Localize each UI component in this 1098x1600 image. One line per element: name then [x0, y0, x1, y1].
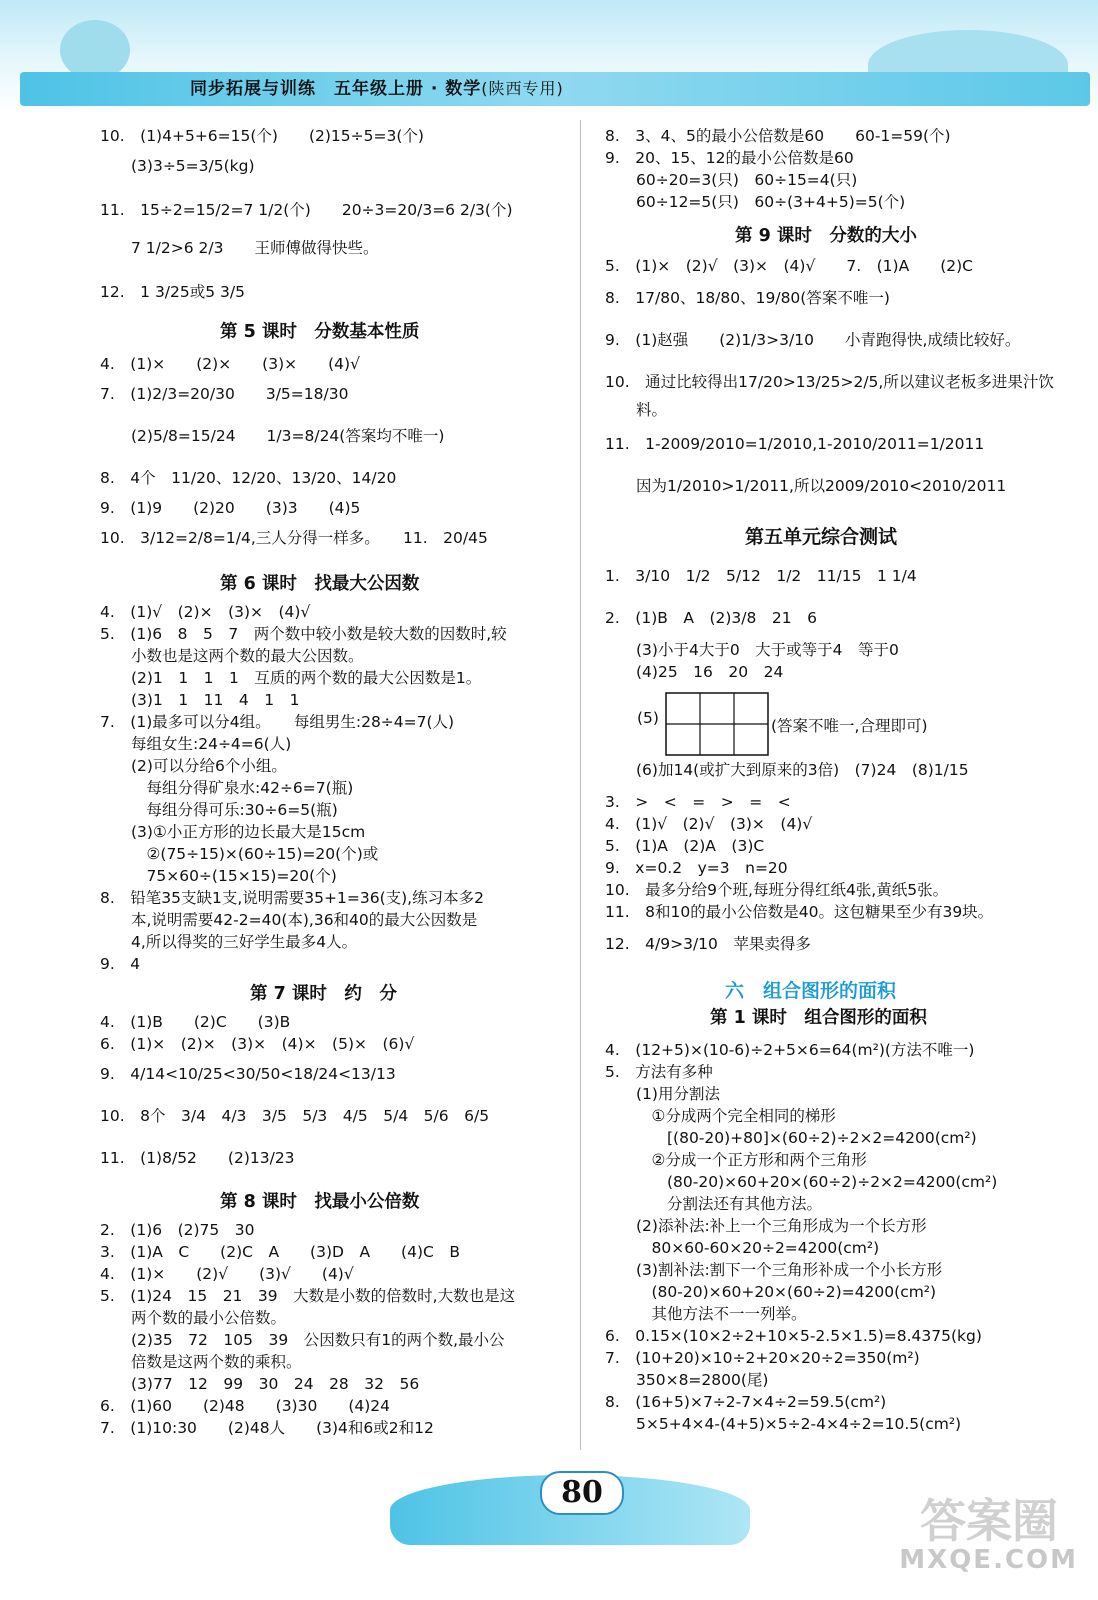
answer-line: 12. 1 3/25或5 3/5 [100, 283, 245, 301]
answer-line: (4)25 16 20 24 [605, 663, 784, 681]
watermark-logo: 答案圈 [920, 1494, 1058, 1548]
answer-line: 其他方法不一一列举。 [605, 1305, 807, 1323]
answer-line: (3)小于4大于0 大于或等于4 等于0 [605, 641, 899, 659]
answer-line: 9. x=0.2 y=3 n=20 [605, 859, 788, 877]
answer-line: (3)①小正方形的边长最大是15cm [100, 823, 366, 841]
answer-line: 7. (1)10:30 (2)48人 (3)4和6或2和12 [100, 1419, 434, 1437]
answer-line: 10. (1)4+5+6=15(个) (2)15÷5=3(个) [100, 127, 424, 145]
answer-line: 2. (1)6 (2)75 30 [100, 1221, 255, 1239]
page-footer [0, 1445, 1098, 1600]
answer-line: (3)1 1 11 4 1 1 [100, 691, 300, 709]
answer-line: 4. (1)√ (2)√ (3)× (4)√ [605, 815, 813, 833]
answer-line: 7. (1)2/3=20/30 3/5=18/30 [100, 385, 349, 403]
answer-line: 4. (1)× (2)√ (3)√ (4)√ [100, 1265, 354, 1283]
answer-line: 每组女生:24÷4=6(人) [100, 735, 292, 753]
answer-line: 7 1/2>6 2/3 王师傅做得快些。 [100, 239, 379, 257]
answer-line: (3)77 12 99 30 24 28 32 56 [100, 1375, 420, 1393]
answer-line: 60÷20=3(只) 60÷15=4(只) [605, 171, 858, 189]
page-header [0, 0, 1098, 112]
tree-illustration [60, 20, 130, 80]
grid-diagram [665, 692, 769, 756]
answer-line: 8. (16+5)×7÷2-7×4÷2=59.5(cm²) [605, 1393, 887, 1411]
answer-line: 分割法还有其他方法。 [605, 1195, 823, 1213]
answer-line: ②(75÷15)×(60÷15)=20(个)或 [100, 845, 379, 863]
answer-line: 3. > < = > = < [605, 793, 791, 811]
answer-line: 6. (1)× (2)× (3)× (4)× (5)× (6)√ [100, 1035, 415, 1053]
unit-test-title: 第五单元综合测试 [745, 526, 898, 548]
watermark-site: MXQE.COM [899, 1545, 1078, 1575]
answer-line: 料。 [605, 401, 668, 419]
answer-line: (2)可以分给6个小组。 [100, 757, 287, 775]
column-divider [580, 120, 581, 1450]
answer-line: 10. 8个 3/4 4/3 3/5 5/3 4/5 5/4 5/6 6/5 [100, 1107, 490, 1125]
answer-line: 9. (1)赵强 (2)1/3>3/10 小青跑得快,成绩比较好。 [605, 331, 1021, 349]
answer-line: 10. 通过比较得出17/20>13/25>2/5,所以建议老板多进果汁饮 [605, 373, 1054, 391]
answer-line: 5. 方法有多种 [605, 1063, 713, 1081]
answer-line: (80-20)×60+20×(60÷2)=4200(cm²) [605, 1283, 937, 1301]
section-title: 第 7 课时 约 分 [250, 984, 397, 1004]
answer-line: (2)5/8=15/24 1/3=8/24(答案均不唯一) [100, 427, 445, 445]
answer-line: 9. 4 [100, 955, 141, 973]
answer-line: 11. 8和10的最小公倍数是40。这包糖果至少有39块。 [605, 903, 994, 921]
answer-line: 10. 最多分给9个班,每班分得红纸4张,黄纸5张。 [605, 881, 949, 899]
answer-line: 11. 1-2009/2010=1/2010,1-2010/2011=1/2011 [605, 435, 985, 453]
answer-line: 12. 4/9>3/10 苹果卖得多 [605, 935, 811, 953]
answer-line: [(80-20)+80]×(60÷2)÷2×2=4200(cm²) [605, 1129, 977, 1147]
page-number: 80 [540, 1471, 624, 1515]
answer-line: 4. (1)B (2)C (3)B [100, 1013, 291, 1031]
answer-line: 60÷12=5(只) 60÷(3+4+5)=5(个) [605, 193, 906, 211]
answer-line: 9. (1)9 (2)20 (3)3 (4)5 [100, 499, 361, 517]
answer-line: 6. (1)60 (2)48 (3)30 (4)24 [100, 1397, 391, 1415]
answer-line: 4,所以得奖的三好学生最多4人。 [100, 933, 358, 951]
answer-line: 小数也是这两个数的最大公因数。 [100, 647, 364, 665]
answer-line: 本,说明需要42-2=40(本),36和40的最大公因数是 [100, 911, 478, 929]
answer-line: 7. (1)最多可以分4组。 每组男生:28÷4=7(人) [100, 713, 455, 731]
answer-line: ②分成一个正方形和两个三角形 [605, 1151, 867, 1169]
answer-line: 75×60÷(15×15)=20(个) [100, 867, 337, 885]
answer-line: 每组分得可乐:30÷6=5(瓶) [100, 801, 338, 819]
unit-title: 六 组合图形的面积 [725, 980, 897, 1002]
answer-line: (3)3÷5=3/5(kg) [100, 157, 255, 175]
answer-line: 8. 铅笔35支缺1支,说明需要35+1=36(支),练习本多2 [100, 889, 484, 907]
answer-line: 每组分得矿泉水:42÷6=7(瓶) [100, 779, 354, 797]
answer-line: 80×60-60×20÷2=4200(cm²) [605, 1239, 880, 1257]
answer-line: 4. (12+5)×(10-6)÷2+5×6=64(m²)(方法不唯一) [605, 1041, 975, 1059]
answer-line: 11. 15÷2=15/2=7 1/2(个) 20÷3=20/3=6 2/3(个) [100, 201, 513, 219]
answer-line: 8. 17/80、18/80、19/80(答案不唯一) [605, 289, 890, 307]
answer-line: 8. 4个 11/20、12/20、13/20、14/20 [100, 469, 397, 487]
answer-line: (6)加14(或扩大到原来的3倍) (7)24 (8)1/15 [605, 761, 969, 779]
section-title: 第 9 课时 分数的大小 [735, 226, 917, 246]
section-title: 第 6 课时 找最大公因数 [220, 574, 420, 594]
answer-line: 4. (1)√ (2)× (3)× (4)√ [100, 603, 311, 621]
answer-line: 因为1/2010>1/2011,所以2009/2010<2010/2011 [605, 477, 1007, 495]
answer-line: 5. (1)24 15 21 39 大数是小数的倍数时,大数也是这 [100, 1287, 516, 1305]
answer-line: 1. 3/10 1/2 5/12 1/2 11/15 1 1/4 [605, 567, 917, 585]
answer-line: 2. (1)B A (2)3/8 21 6 [605, 609, 817, 627]
answer-line: 7. (10+20)×10÷2+20×20÷2=350(m²) [605, 1349, 920, 1367]
answer-line: (2)添补法:补上一个三角形成为一个长方形 [605, 1217, 927, 1235]
answer-line: ①分成两个完全相同的梯形 [605, 1107, 836, 1125]
grid-label: (5) [637, 709, 659, 727]
book-subtitle: (陕西专用) [481, 79, 564, 98]
answer-line: (3)割补法:割下一个三角形补成一个小长方形 [605, 1261, 943, 1279]
section-title: 第 8 课时 找最小公倍数 [220, 1192, 420, 1212]
answer-line: (80-20)×60+20×(60÷2)÷2×2=4200(cm²) [605, 1173, 998, 1191]
answer-line: (答案不唯一,合理即可) [771, 717, 928, 735]
answer-line: (2)1 1 1 1 互质的两个数的最大公因数是1。 [100, 669, 482, 687]
answer-line: 4. (1)× (2)× (3)× (4)√ [100, 355, 360, 373]
answer-line: 11. (1)8/52 (2)13/23 [100, 1149, 295, 1167]
book-title-text: 同步拓展与训练 五年级上册 · 数学 [190, 79, 482, 99]
section-title: 第 5 课时 分数基本性质 [220, 322, 420, 342]
answer-line: 6. 0.15×(10×2÷2+10×5-2.5×1.5)=8.4375(kg) [605, 1327, 982, 1345]
answer-line: 8. 3、4、5的最小公倍数是60 60-1=59(个) [605, 127, 951, 145]
answer-line: 10. 3/12=2/8=1/4,三人分得一样多。 11. 20/45 [100, 529, 488, 547]
answer-line: 5. (1)A (2)A (3)C [605, 837, 765, 855]
book-title [190, 74, 564, 99]
answer-line: 350×8=2800(尾) [605, 1371, 769, 1389]
answer-line: 3. (1)A C (2)C A (3)D A (4)C B [100, 1243, 460, 1261]
answer-line: 5. (1)× (2)√ (3)× (4)√ 7. (1)A (2)C [605, 257, 973, 275]
section-title: 第 1 课时 组合图形的面积 [710, 1008, 927, 1028]
answer-line: 9. 20、15、12的最小公倍数是60 [605, 149, 854, 167]
answer-line: 5×5+4×4-(4+5)×5÷2-4×4÷2=10.5(cm²) [605, 1415, 962, 1433]
answer-line: 9. 4/14<10/25<30/50<18/24<13/13 [100, 1065, 396, 1083]
answer-line: (2)35 72 105 39 公因数只有1的两个数,最小公 [100, 1331, 505, 1349]
answer-line: 倍数是这两个数的乘积。 [100, 1353, 302, 1371]
answer-line: 两个数的最小公倍数。 [100, 1309, 287, 1327]
answer-line: (1)用分割法 [605, 1085, 720, 1103]
answer-line: 5. (1)6 8 5 7 两个数中较小数是较大数的因数时,较 [100, 625, 507, 643]
